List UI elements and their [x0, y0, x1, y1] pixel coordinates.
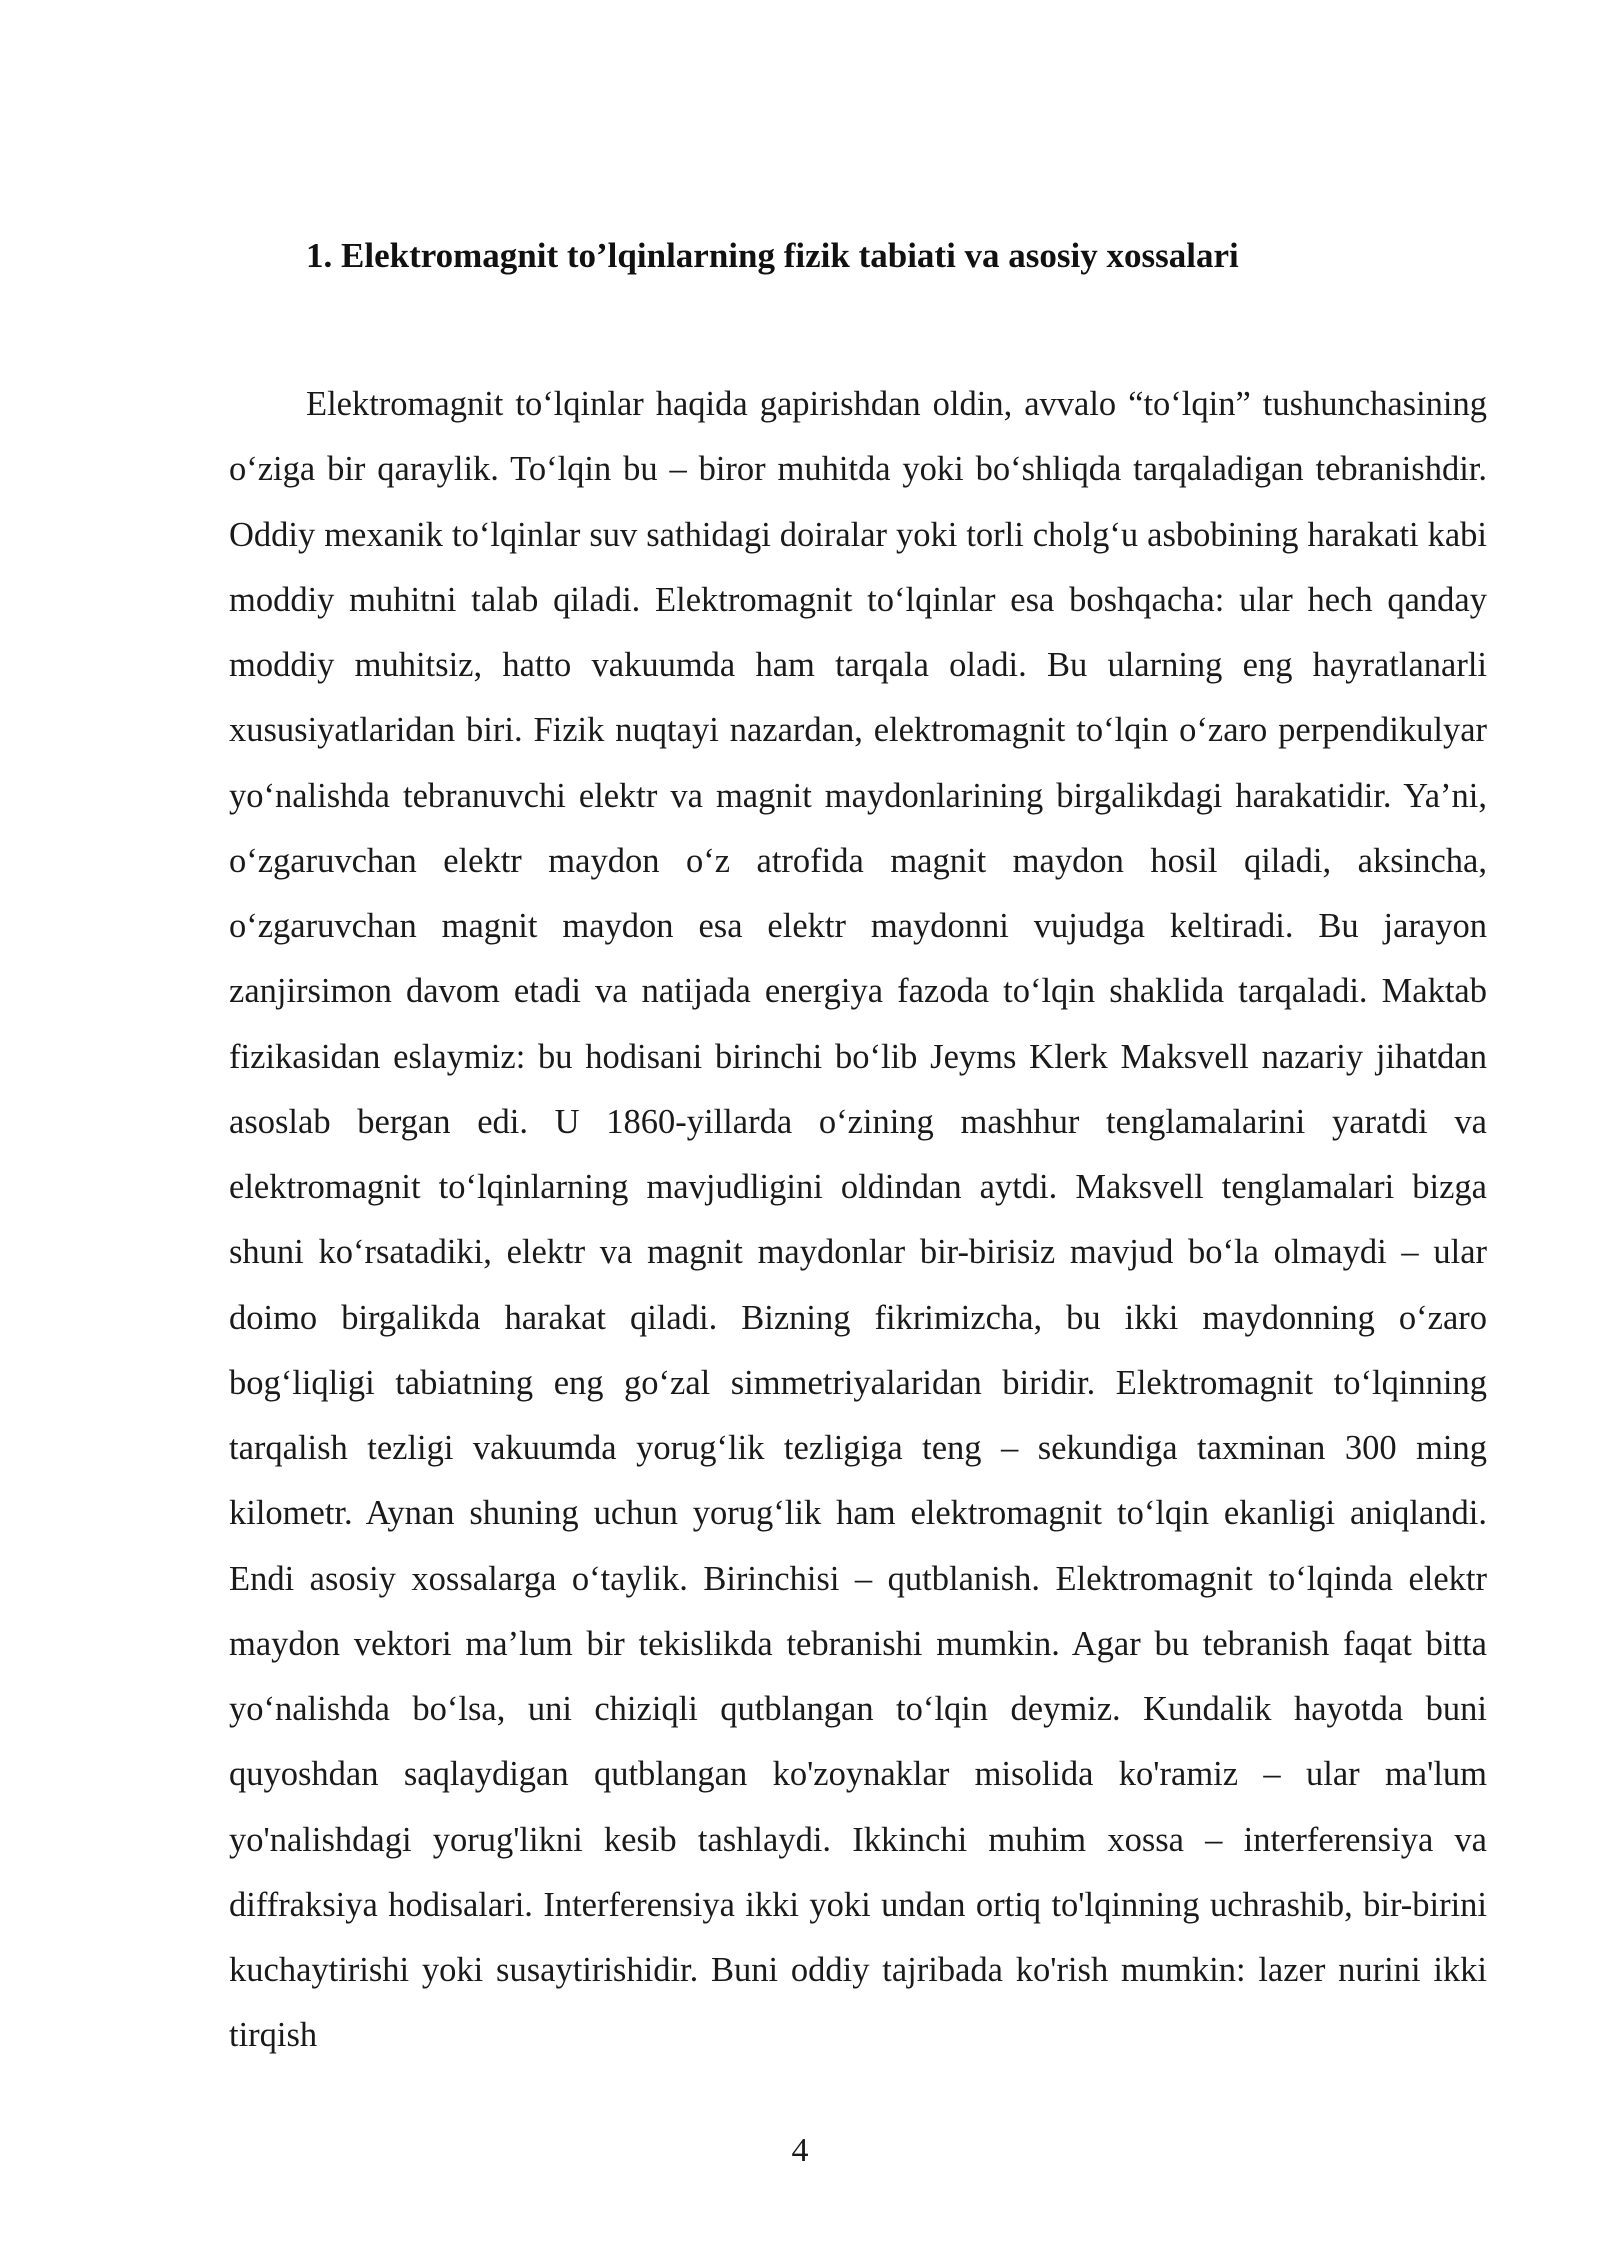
section-heading: 1. Elektromagnit to’lqinlarning fizik tabiati va asosiy xossalari [306, 236, 1239, 275]
page-number: 4 [791, 2132, 809, 2169]
body-paragraph: Elektromagnit to‘lqinlar haqida gapirishdan oldin, avvalo “to‘lqin” tushunchasining o‘ziga bir qaraylik. To‘lqin bu – biror muhitda yoki bo‘shliqda tarqaladigan tebranishdir. Oddiy mexanik to‘lqinlar suv sathidagi doiralar yoki torli cholg‘u asbobining harakati kabi moddiy muhitni talab qiladi. Elektromagnit to‘lqinlar esa boshqacha: ular hech qanday moddiy muhitsiz, hatto vakuumda ham tarqala oladi. Bu ularning eng hayratlanarli xususiyatlaridan biri. Fizik nuqtayi nazardan, elektromagnit to‘lqin o‘zaro perpendikulyar yo‘nalishda tebranuvchi elektr va magnit maydonlarining birgalikdagi harakatidir. Ya’ni, o‘zgaruvchan elektr maydon o‘z atrofida magnit maydon hosil qiladi, aksincha, o‘zgaruvchan magnit maydon esa elektr maydonni vujudga keltiradi. Bu jarayon zanjirsimon davom etadi va natijada energiya fazoda to‘lqin shaklida tarqaladi. Maktab fizikasidan eslaymiz: bu hodisani birinchi bo‘lib Jeyms Klerk Maksvell nazariy jihatdan asoslab bergan edi. U 1860-yillarda o‘zining mashhur tenglamalarini yaratdi va elektromagnit to‘lqinlarning mavjudligini oldindan aytdi. Maksvell tenglamalari bizga shuni ko‘rsatadiki, elektr va magnit maydonlar bir-birisiz mavjud bo‘la olmaydi – ular doimo birgalikda harakat qiladi. Bizning fikrimizcha, bu ikki maydonning o‘zaro bog‘liqligi tabiatning eng go‘zal simmetriyalaridan biridir. Elektromagnit to‘lqinning tarqalish tezligi vakuumda yorug‘lik tezligiga teng – sekundiga taxminan 300 ming kilometr. Aynan shuning uchun yorug‘lik ham elektromagnit to‘lqin ekanligi aniqlandi. Endi asosiy xossalarga o‘taylik. Birinchisi – qutblanish. Elektromagnit to‘lqinda elektr maydon vektori ma’lum bir tekislikda tebranishi mumkin. Agar bu tebranish faqat bitta yo‘nalishda bo‘lsa, uni chiziqli qutblangan to‘lqin deymiz. Kundalik hayotda buni quyoshdan saqlaydigan qutblangan ko'zoynaklar misolida ko'ramiz – ular ma'lum yo'nalishdagi yorug'likni kesib tashlaydi. Ikkinchi muhim xossa – interferensiya va diffraksiya hodisalari. Interferensiya ikki yoki undan ortiq to'lqinning uchrashib, bir-birini kuchaytirishi yoki susaytirishidir. Buni oddiy tajribada ko'rish mumkin: lazer nurini ikki tirqish [229, 385, 1487, 2055]
